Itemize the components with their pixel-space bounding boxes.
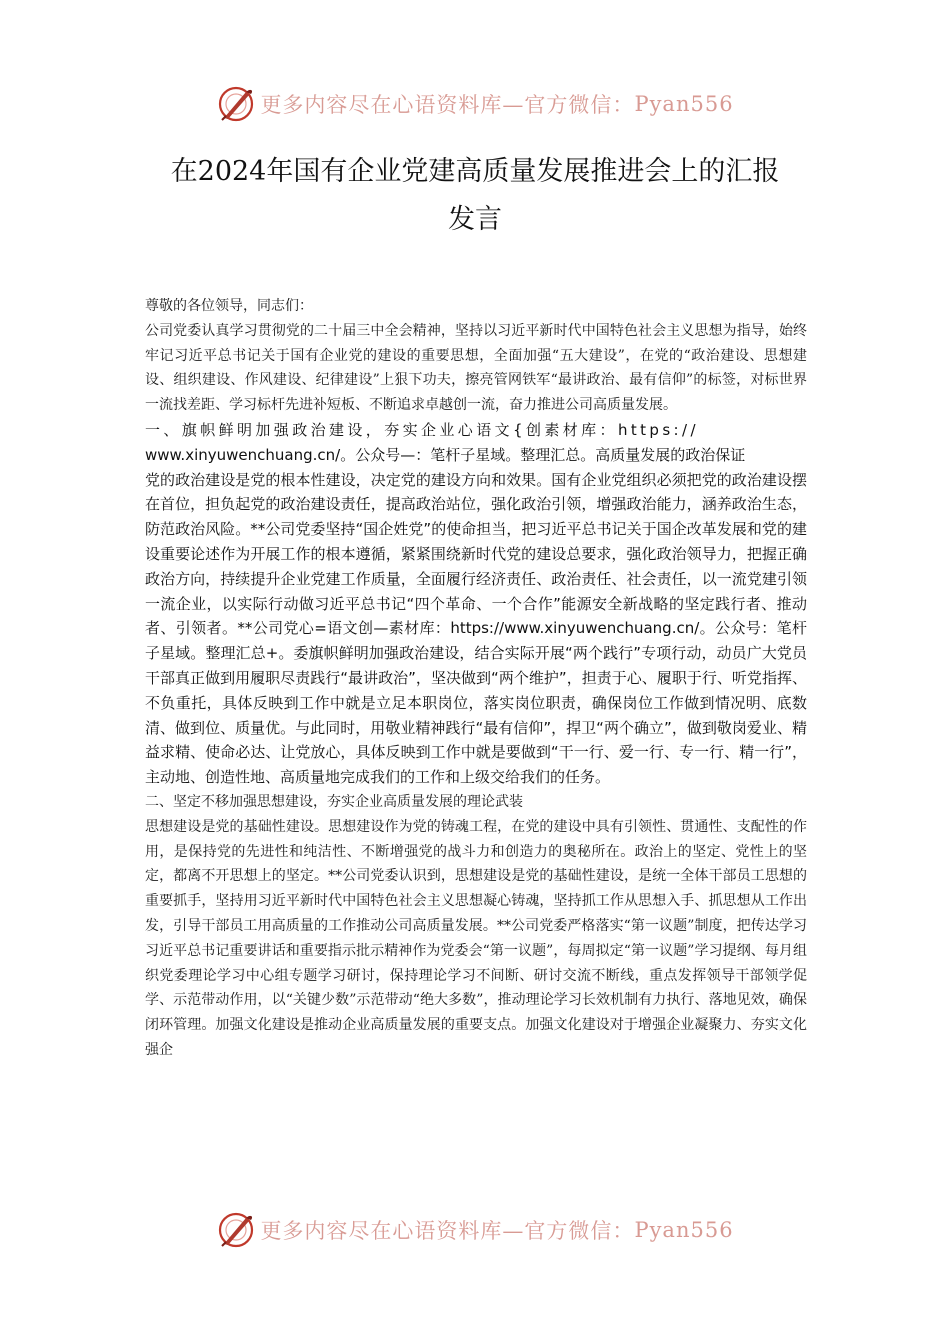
intro-paragraph: 公司党委认真学习贯彻党的二十届三中全会精神，坚持以习近平新时代中国特色社会主义思想为指导，始终牢记习近平总书记关于国有企业党的建设的重要思想，全面加强“五大建设”，在党的“政治建设、思想建设、组织建设、作风建设、纪律建设”上狠下功夫，擦亮管网铁军“最讲政治、最有信仰”的标签，对标世界一流找差距、学习标杆先进补短板、不断追求卓越创一流，奋力推进公司高质量发展。 [145,322,807,414]
title-line-2: 发言 [448,204,502,235]
section2-paragraph: 思想建设是党的基础性建设。思想建设作为党的铸魂工程，在党的建设中具有引领性、贯通性、支配性的作用，是保持党的先进性和纯洁性、不断增强党的战斗力和创造力的奥秘所在。政治上的坚定、党性上的坚定，都离不开思想上的坚定。**公司党委认识到，思想建设是党的基础性建设，是统一全体干部员工思想的重要抓手，坚持用习近平新时代中国特色社会主义思想凝心铸魂，坚持抓工作从思想入手、抓思想从工作出发，引导干部员工用高质量的工作推动公司高质量发展。**公司党委严格落实“第一议题”制度，把传达学习习近平总书记重要讲话和重要指示批示精神作为党委会“第一议题”，每周拟定“第一议题”学习提纲、每月组织党委理论学习中心组专题学习研讨，保持理论学习不间断、研讨交流不断线，重点发挥领导干部领学促学、示范带动作用，以“关键少数”示范带动“绝大多数”，推动理论学习长效机制有力执行、落地见效，确保闭环管理。加强文化建设是推动企业高质量发展的重要支点。加强文化建设对于增强企业凝聚力、夯实文化强企 [145,818,807,1058]
header-banner [0,82,950,126]
quill-pen-logo-icon [216,84,256,124]
quill-pen-logo-icon [216,1210,256,1250]
title-line-1: 在2024年国有企业党建高质量发展推进会上的汇报 [170,156,780,187]
document-body [145,294,807,1063]
section1-heading-b: www.xinyuwenchuang.cn/。公众号—：笔杆子星域。整理汇总。高质量发展的政治保证 [145,445,746,464]
wechat-id: Pyan556 [634,1218,734,1242]
banner-slogan: 更多内容尽在心语资料库—官方微信： [260,93,635,117]
section2-heading: 二、坚定不移加强思想建设，夯实企业高质量发展的理论武装 [145,793,523,810]
section1-paragraph: 党的政治建设是党的根本性建设，决定党的建设方向和效果。国有企业党组织必须把党的政治建设摆在首位，担负起党的政治建设责任，提高政治站位，强化政治引领，增强政治能力，涵养政治生态，防范政治风险。**公司党委坚持“国企姓党”的使命担当，把习近平总书记关于国企改革发展和党的建设重要论述作为开展工作的根本遵循，紧紧围绕新时代党的建设总要求，强化政治领导力，把握正确政治方向，持续提升企业党建工作质量，全面履行经济责任、政治责任、社会责任，以一流党建引领一流企业，以实际行动做习近平总书记“四个革命、一个合作”能源安全新战略的坚定践行者、推动者、引领者。**公司党心=语文创—素材库：https://www.xinyuwenchuang.cn/。公众号：笔杆子星域。整理汇总+。委旗帜鲜明加强政治建设，结合实际开展“两个践行”专项行动，动员广大党员干部真正做到用履职尽责践行“最讲政治”，坚决做到“两个维护”，担责于心、履职于行、听党指挥、不负重托，具体反映到工作中就是立足本职岗位，落实岗位职责，确保岗位工作做到情况明、底数清、做到位、质量优。与此同时，用敬业精神践行“最有信仰”，捍卫“两个确立”，做到敬岗爱业、精益求精、使命必达、让党放心，具体反映到工作中就是要做到“干一行、爱一行、专一行、精一行”，主动地、创造性地、高质量地完成我们的工作和上级交给我们的任务。 [145,470,807,787]
wechat-id: Pyan556 [634,92,734,116]
banner-slogan: 更多内容尽在心语资料库—官方微信： [260,1219,635,1243]
section1-heading-a: 一、旗帜鲜明加强政治建设，夯实企业心语文{创素材库：https:// [145,420,699,439]
document-title [120,148,830,244]
salutation: 尊敬的各位领导，同志们： [145,298,313,314]
footer-banner [0,1208,950,1252]
